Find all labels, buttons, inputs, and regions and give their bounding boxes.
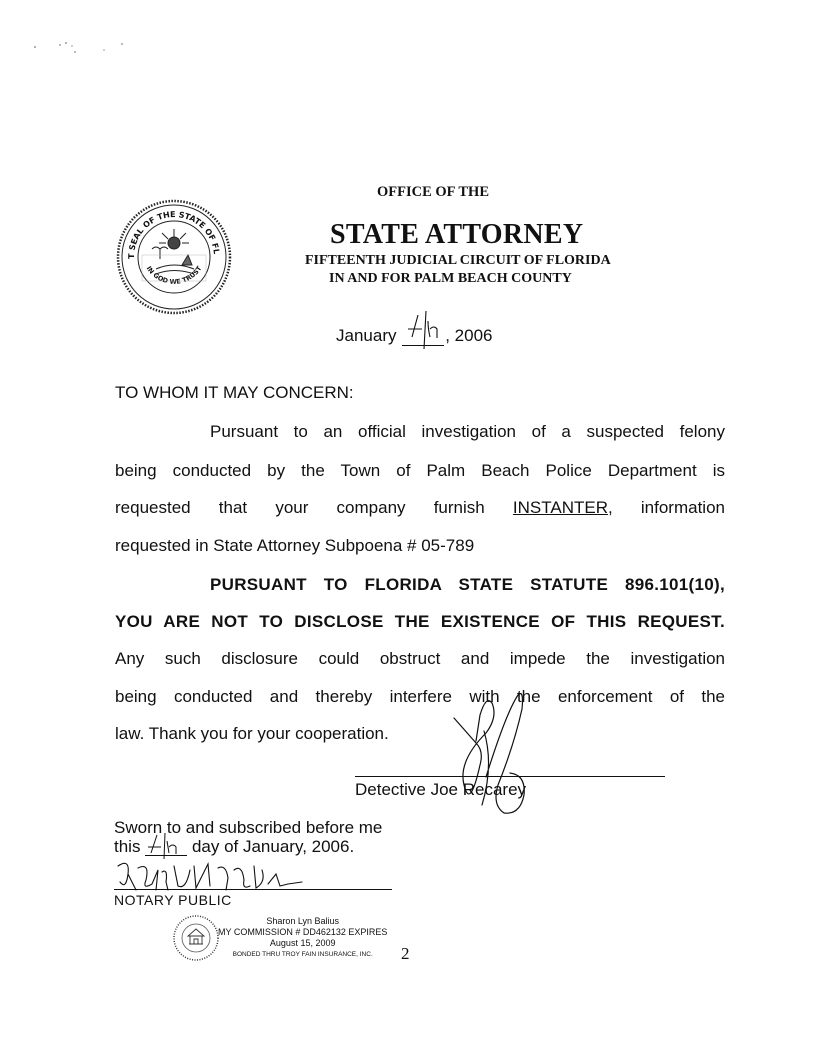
letter-date: [336, 326, 492, 346]
scan-specks: [30, 38, 130, 58]
handwritten-day: [404, 307, 444, 351]
stamp-bonded: BONDED THRU TROY FAIN INSURANCE, INC.: [232, 951, 373, 958]
county-heading: IN AND FOR PALM BEACH COUNTY: [329, 271, 572, 286]
notary-seal-icon: [172, 914, 220, 962]
svg-text:IN GOD WE TRUST: [145, 264, 204, 286]
handwritten-sworn-day: [145, 833, 185, 859]
sworn-line-1: Sworn to and subscribed before me: [114, 818, 383, 837]
paragraph-line-2: being conducted by the Town of Palm Beach Police Department is: [115, 461, 725, 480]
notary-line: [114, 889, 392, 890]
paragraph-line-4: requested in State Attorney Subpoena # 05-789: [115, 536, 475, 555]
line-3-end: , information: [608, 498, 725, 517]
sworn-day-blank: [145, 839, 187, 856]
instanter-emphasis: INSTANTER: [512, 498, 608, 517]
statute-line: PURSUANT TO FLORIDA STATE STATUTE 896.101(10),: [210, 575, 725, 594]
date-month: January: [336, 326, 397, 345]
sworn-statement: [114, 818, 382, 856]
seal-top-text: GREAT SEAL OF THE STATE OF FLORIDA: [112, 192, 221, 260]
stamp-date: August 15, 2009: [269, 938, 336, 948]
paragraph-line-7: Any such disclosure could obstruct and impede the investigation: [115, 649, 725, 668]
paragraph-line-9: law. Thank you for your cooperation.: [115, 724, 389, 743]
salutation: TO WHOM IT MAY CONCERN:: [115, 383, 354, 402]
page-number: 2: [401, 944, 410, 963]
date-day-blank: [402, 327, 444, 346]
florida-seal-icon: [112, 192, 232, 315]
sworn-this: this: [114, 837, 141, 856]
line-3-start: requested that your company furnish: [115, 498, 513, 517]
paragraph-line-3: [115, 498, 725, 518]
state-attorney-title: STATE ATTORNEY: [330, 219, 584, 250]
date-year: , 2006: [445, 326, 493, 345]
seal-motto: IN GOD WE TRUST: [144, 264, 204, 286]
sworn-rest: day of January, 2006.: [191, 837, 355, 856]
detective-signature: [440, 685, 550, 825]
circuit-heading: FIFTEENTH JUDICIAL CIRCUIT OF FLORIDA: [305, 253, 611, 268]
paragraph-line-1: Pursuant to an official investigation of a suspected felony: [210, 422, 725, 441]
office-of-the-heading: OFFICE OF THE: [377, 184, 489, 200]
paragraph-line-8: being conducted and thereby interfere with the enforcement of the: [115, 687, 725, 706]
stamp-name: Sharon Lyn Balius: [266, 916, 340, 926]
notary-stamp: [218, 916, 387, 960]
notary-public-label: NOTARY PUBLIC: [114, 892, 232, 908]
stamp-commission: MY COMMISSION # DD462132 EXPIRES: [218, 927, 388, 937]
detective-name: Detective Joe Recarey: [355, 780, 527, 799]
sworn-line-2: [114, 837, 382, 856]
nondisclosure-line: YOU ARE NOT TO DISCLOSE THE EXISTENCE OF THIS REQUEST.: [115, 612, 725, 631]
